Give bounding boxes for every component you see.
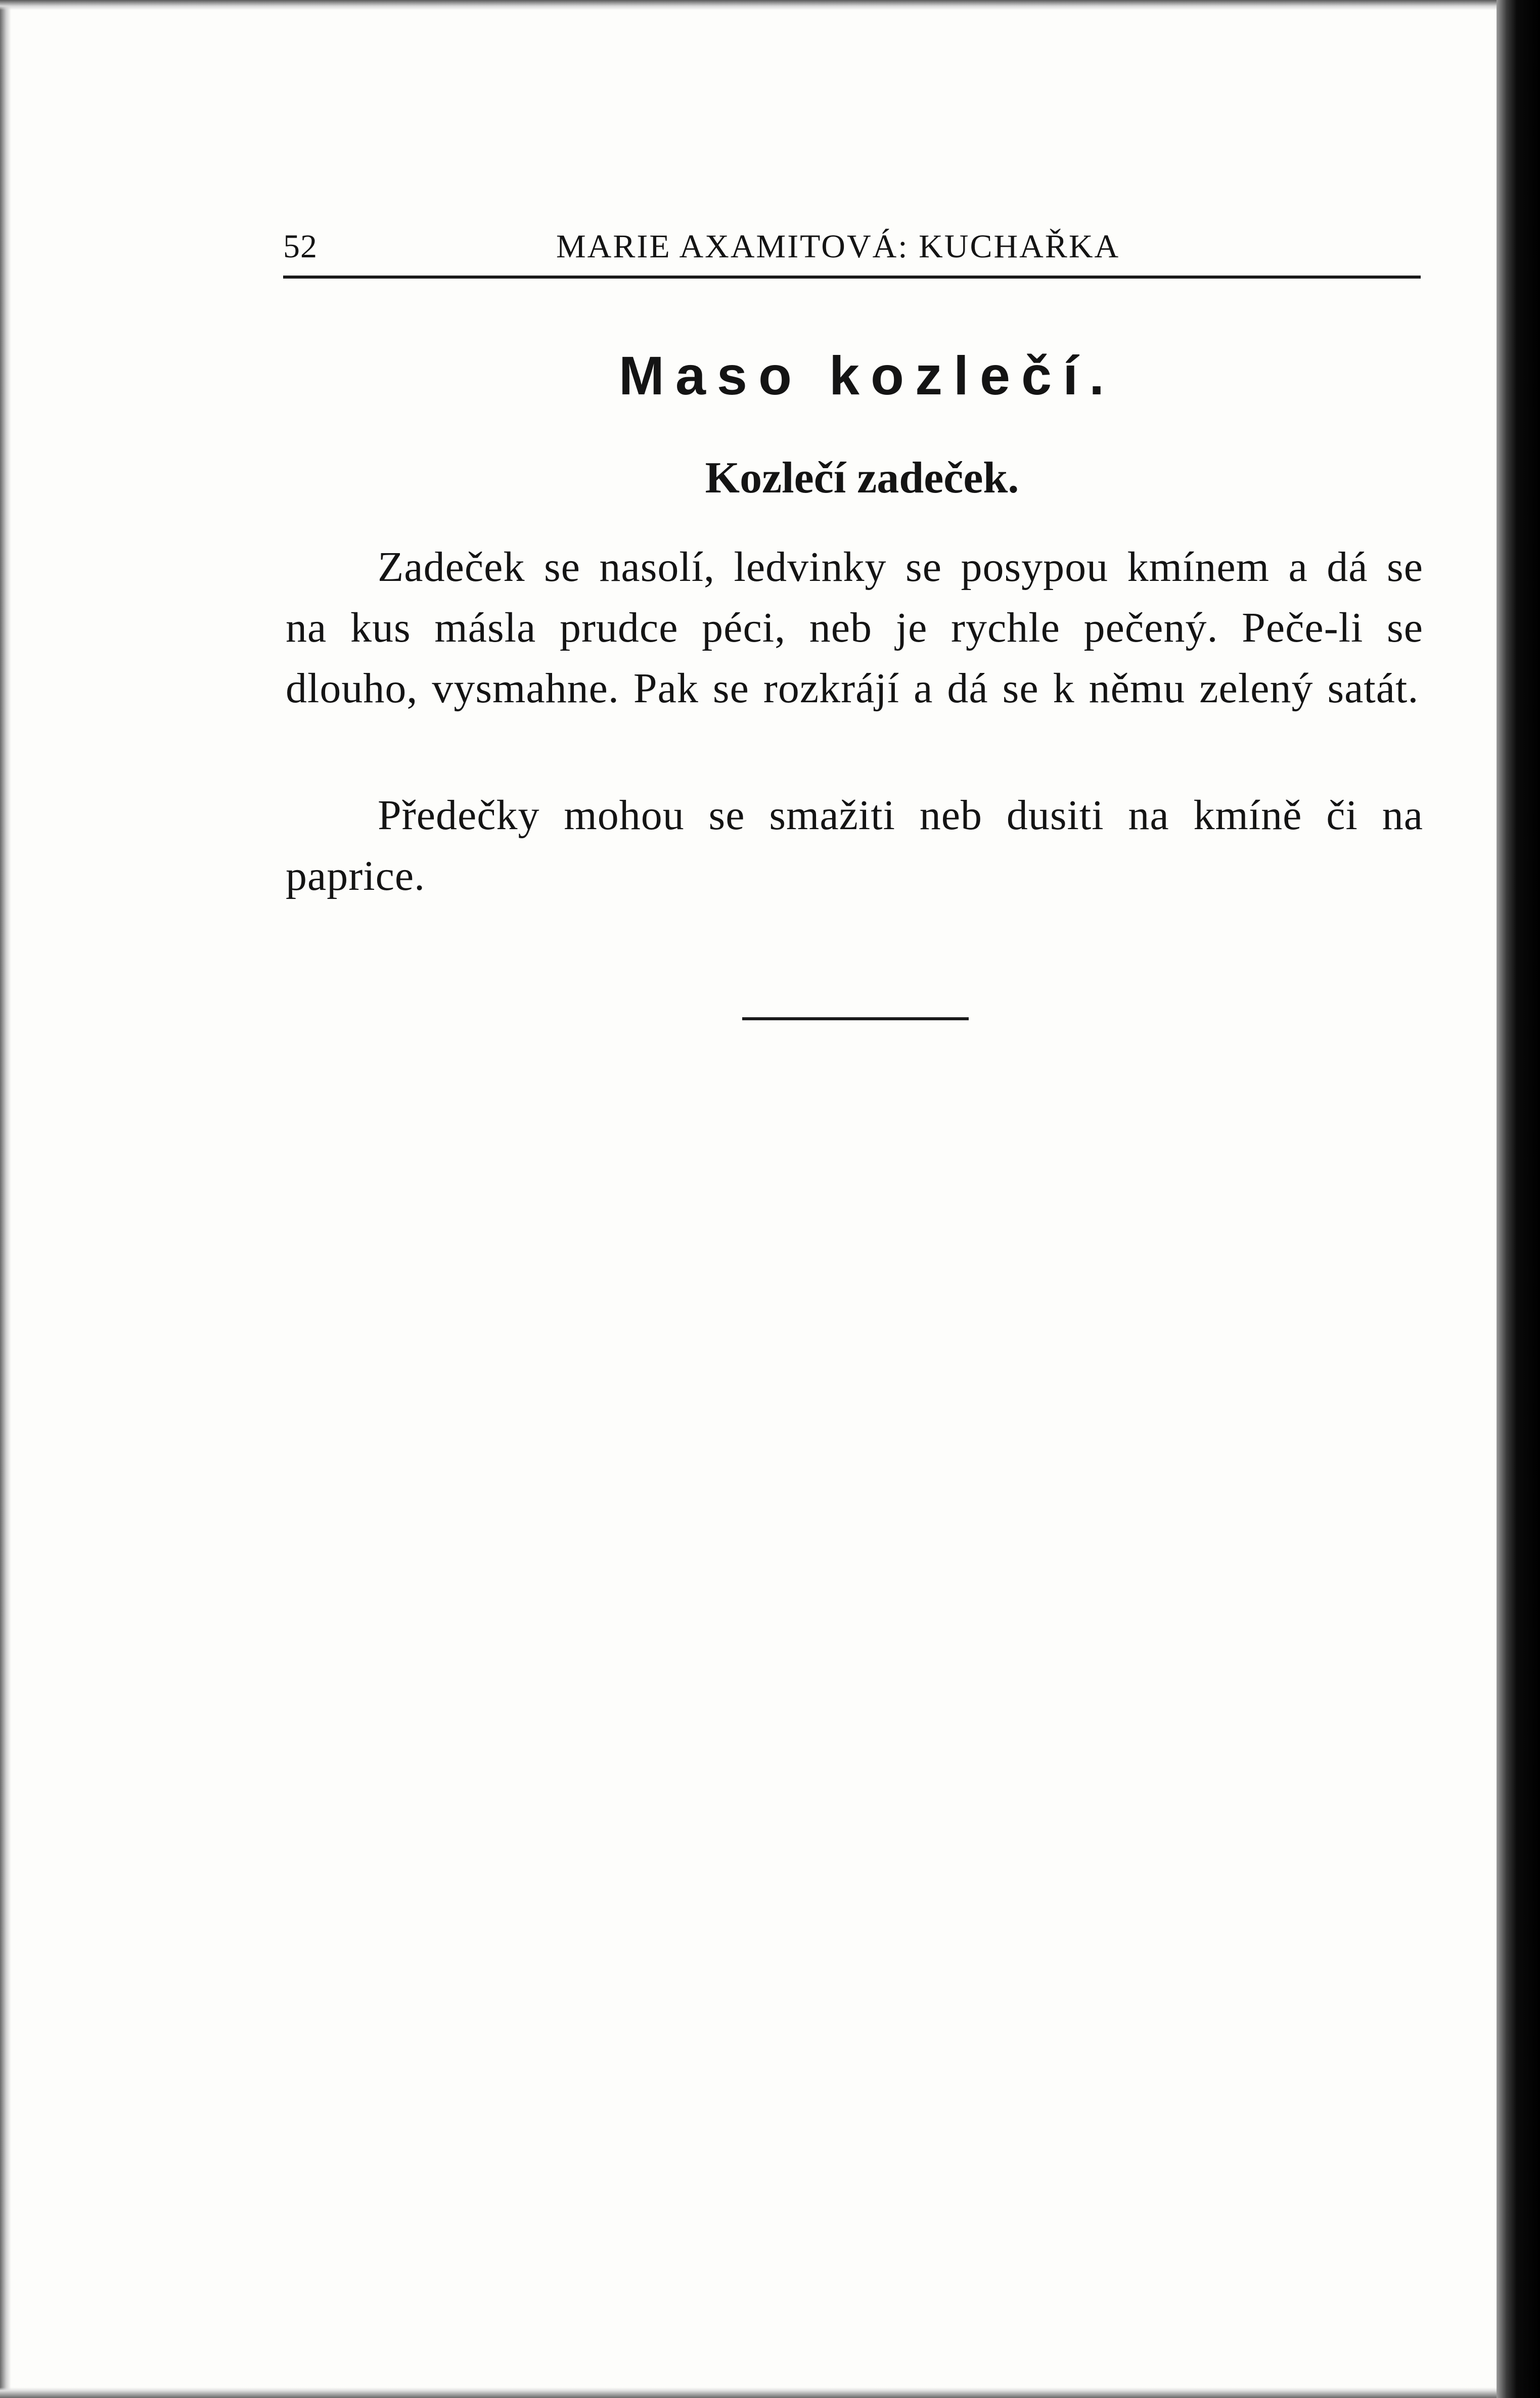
section-title: Maso kozlečí.	[618, 345, 1116, 406]
running-head	[283, 217, 1421, 278]
recipe-paragraph: Předečky mohou se smažiti neb dusiti na kmíně či na paprice.	[286, 792, 1423, 899]
scan-edge-left	[0, 0, 11, 2398]
header-rule	[283, 276, 1421, 279]
scan-edge-top	[0, 0, 1497, 10]
page-number: 52	[283, 228, 318, 265]
scan-edge-bottom	[0, 2387, 1497, 2398]
closing-rule	[742, 1017, 969, 1020]
recipe-paragraph: Zadeček se nasolí, ledvinky se posypou kmínem a dá se na kus másla prudce péci, neb je rychle pečený. Peče-li se dlouho, vysmahne. Pak se rozkrájí a dá se k němu zelený satát.	[286, 544, 1423, 712]
recipe-title: Kozlečí zadeček.	[705, 454, 1019, 503]
scan-edge-right	[1497, 0, 1540, 2398]
running-title: MARIE AXAMITOVÁ: KUCHAŘKA	[556, 228, 1120, 265]
